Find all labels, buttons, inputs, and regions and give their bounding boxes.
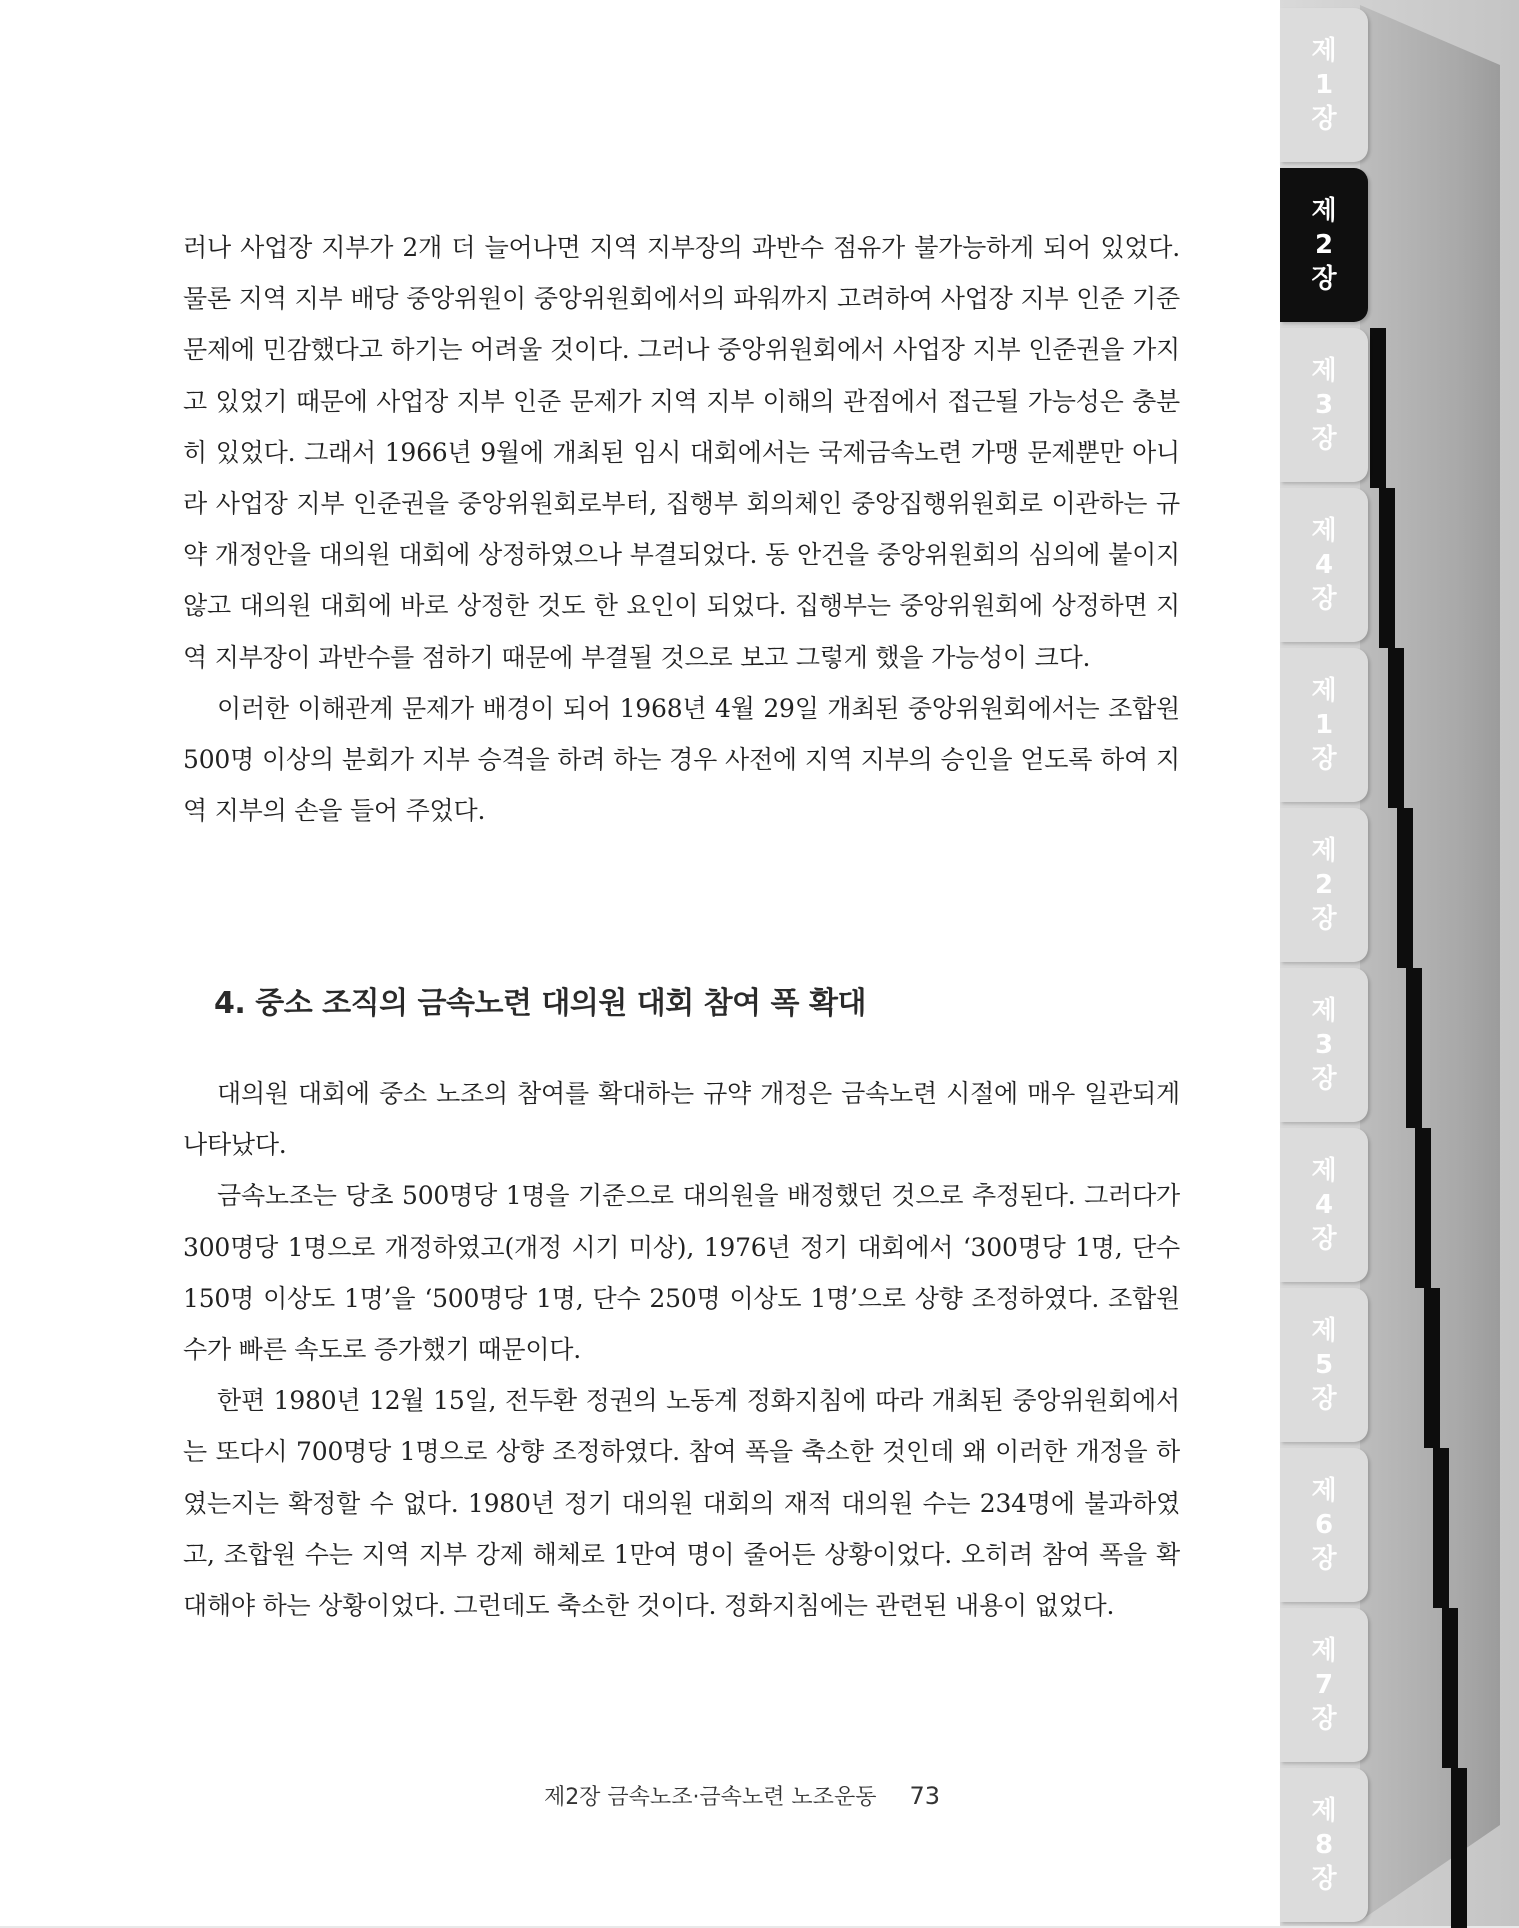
- chapter-tab[interactable]: [1280, 168, 1368, 322]
- chapter-tab-label: 장: [1311, 424, 1337, 454]
- running-chapter-title: 제2장 금속노조·금속노련 노조운동: [543, 1785, 877, 1810]
- chapter-tab-label: 장: [1311, 104, 1337, 134]
- chapter-tab-label: 제: [1311, 1316, 1337, 1346]
- chapter-tab[interactable]: [1280, 488, 1368, 642]
- chapter-tab-label: 3: [1314, 390, 1334, 420]
- chapter-tab-label: 제: [1311, 1156, 1337, 1186]
- page-edge-mark: [1415, 1128, 1431, 1288]
- chapter-tab-label: 제: [1311, 36, 1337, 66]
- paragraph: 한편 1980년 12월 15일, 전두환 정권의 노동계 정화지침에 따라 개최된 중앙위원회에서는 또다시 700명당 1명으로 상향 조정하였다. 참여 폭을 축소한 것인데 왜 이러한 개정을 하였는지는 확정할 수 없다. 1980년 정기 대의원 대회의 재적 대의원 수는 234명에 불과하였고, 조합원 수는 지역 지부 강제 해체로 1만여 명이 줄어든 상황이었다. 오히려 참여 폭을 확대해야 하는 상황이었다. 그런데도 축소한 것이다. 정화지침에는 관련된 내용이 없었다.: [183, 1386, 1180, 1621]
- chapter-tab[interactable]: [1280, 1608, 1368, 1762]
- page-edge-mark: [1388, 648, 1404, 808]
- chapter-tab[interactable]: [1280, 808, 1368, 962]
- chapter-tab-label: 제: [1311, 196, 1337, 226]
- chapter-tab-label: 장: [1311, 584, 1337, 614]
- page-edge-mark: [1424, 1288, 1440, 1448]
- chapter-tab-label: 장: [1311, 264, 1337, 294]
- chapter-tab-label: 장: [1311, 1704, 1337, 1734]
- page-edge-mark: [1406, 968, 1422, 1128]
- chapter-tab-label: 제: [1311, 356, 1337, 386]
- chapter-tab-label: 제: [1311, 516, 1337, 546]
- page-edge-mark: [1370, 328, 1386, 488]
- page-footer: [544, 1780, 940, 1811]
- page-edge-mark: [1433, 1448, 1449, 1608]
- page-edge-mark: [1397, 808, 1413, 968]
- section-heading: 4. 중소 조직의 금속노련 대의원 대회 참여 폭 확대: [214, 986, 866, 1021]
- chapter-tab-label: 2: [1314, 230, 1334, 260]
- chapter-tab[interactable]: [1280, 328, 1368, 482]
- paragraph: 대의원 대회에 중소 노조의 참여를 확대하는 규약 개정은 금속노련 시절에 매우 일관되게 나타났다.: [183, 1079, 1180, 1160]
- chapter-tab-label: 6: [1314, 1510, 1334, 1540]
- chapter-tab-label: 제: [1311, 836, 1337, 866]
- chapter-tab-label: 장: [1311, 1864, 1337, 1894]
- page-stack-edge: [1360, 5, 1500, 1921]
- page-edge-mark: [1379, 488, 1395, 648]
- chapter-tab[interactable]: [1280, 968, 1368, 1122]
- chapter-tab[interactable]: [1280, 8, 1368, 162]
- chapter-tab-label: 장: [1311, 744, 1337, 774]
- chapter-tab-label: 1: [1314, 70, 1334, 100]
- chapter-tab-label: 장: [1311, 1064, 1337, 1094]
- page-edge-mark: [1442, 1608, 1458, 1768]
- paragraph: 이러한 이해관계 문제가 배경이 되어 1968년 4월 29일 개최된 중앙위원회에서는 조합원 500명 이상의 분회가 지부 승격을 하려 하는 경우 사전에 지역 지부의 승인을 얻도록 하여 지역 지부의 손을 들어 주었다.: [183, 693, 1180, 826]
- chapter-tab-label: 장: [1311, 1384, 1337, 1414]
- chapter-tab-label: 장: [1311, 1544, 1337, 1574]
- section-body-text: [183, 1068, 1180, 1631]
- chapter-tab-label: 제: [1311, 676, 1337, 706]
- chapter-tab-label: 1: [1314, 710, 1334, 740]
- chapter-tab-label: 장: [1311, 904, 1337, 934]
- chapter-tab-label: 제: [1311, 1476, 1337, 1506]
- chapter-tab-label: 제: [1311, 996, 1337, 1026]
- paragraph: 금속노조는 당초 500명당 1명을 기준으로 대의원을 배정했던 것으로 추정된다. 그러다가 300명당 1명으로 개정하였고(개정 시기 미상), 1976년 정기 대회에서 ‘300명당 1명, 단수 150명 이상도 1명’을 ‘500명당 1명, 단수 250명 이상도 1명’으로 상향 조정하였다. 조합원 수가 빠른 속도로 증가했기 때문이다.: [183, 1181, 1180, 1365]
- chapter-tab-label: 7: [1314, 1670, 1334, 1700]
- chapter-tab-label: 8: [1314, 1830, 1334, 1860]
- chapter-tab-label: 5: [1314, 1350, 1334, 1380]
- page-number: 73: [909, 1782, 940, 1810]
- chapter-tab[interactable]: [1280, 648, 1368, 802]
- chapter-tab-label: 4: [1314, 550, 1334, 580]
- chapter-tab[interactable]: [1280, 1768, 1368, 1922]
- chapter-tab-label: 4: [1314, 1190, 1334, 1220]
- chapter-tab-label: 2: [1314, 870, 1334, 900]
- page-edge-mark: [1451, 1768, 1467, 1928]
- paragraph: 러나 사업장 지부가 2개 더 늘어나면 지역 지부장의 과반수 점유가 불가능하게 되어 있었다. 물론 지역 지부 배당 중앙위원이 중앙위원회에서의 파워까지 고려하여 사업장 지부 인준 기준 문제에 민감했다고 하기는 어려울 것이다. 그러나 중앙위원회에서 사업장 지부 인준권을 가지고 있었기 때문에 사업장 지부 인준 문제가 지역 지부 이해의 관점에서 접근될 가능성은 충분히 있었다. 그래서 1966년 9월에 개최된 임시 대회에서는 국제금속노련 가맹 문제뿐만 아니라 사업장 지부 인준권을 중앙위원회로부터, 집행부 회의체인 중앙집행위원회로 이관하는 규약 개정안을 대의원 대회에 상정하였으나 부결되었다. 동 안건을 중앙위원회의 심의에 붙이지 않고 대의원 대회에 바로 상정한 것도 한 요인이 되었다. 집행부는 중앙위원회에 상정하면 지역 지부장이 과반수를 점하기 때문에 부결될 것으로 보고 그렇게 했을 가능성이 크다.: [183, 233, 1180, 672]
- chapter-tab[interactable]: [1280, 1288, 1368, 1442]
- chapter-tab-label: 3: [1314, 1030, 1334, 1060]
- body-text-block: [183, 222, 1180, 836]
- chapter-tab-label: 제: [1311, 1636, 1337, 1666]
- chapter-tab-label: 장: [1311, 1224, 1337, 1254]
- chapter-tab-label: 제: [1311, 1796, 1337, 1826]
- chapter-tab[interactable]: [1280, 1128, 1368, 1282]
- chapter-tab[interactable]: [1280, 1448, 1368, 1602]
